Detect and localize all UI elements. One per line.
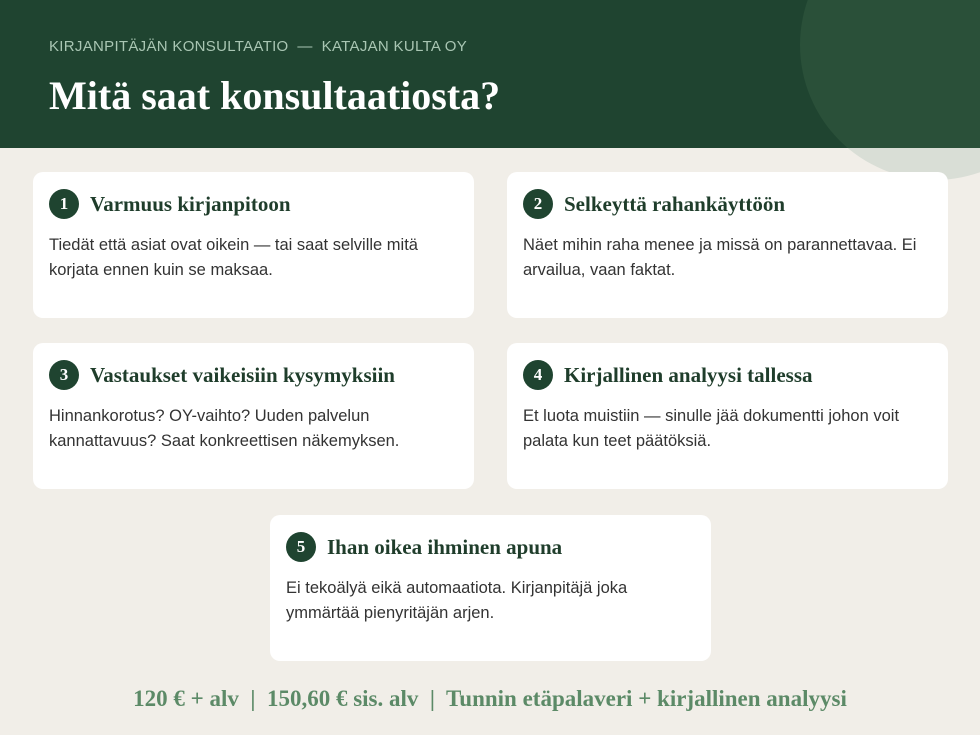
number-badge: 3	[49, 360, 79, 390]
price-footer: 120 € + alv | 150,60 € sis. alv | Tunnin etäpalaveri + kirjallinen analyysi	[133, 686, 847, 711]
decorative-circle-dark	[800, 0, 980, 148]
card-header	[286, 532, 695, 562]
card-header	[523, 189, 932, 219]
eyebrow-text: KIRJANPITÄJÄN KONSULTAATIO — KATAJAN KULTA OY	[49, 38, 468, 55]
page-header	[0, 0, 980, 148]
number-badge: 2	[523, 189, 553, 219]
card-title: Vastaukset vaikeisiin kysymyksiin	[90, 362, 395, 387]
card-header	[49, 360, 458, 390]
card-header	[49, 189, 458, 219]
benefit-card-5	[270, 515, 711, 661]
card-title: Ihan oikea ihminen apuna	[327, 534, 563, 559]
number-badge: 1	[49, 189, 79, 219]
number-badge: 5	[286, 532, 316, 562]
card-description: Et luota muistiin — sinulle jää dokumentti johon voit palata kun teet päätöksiä.	[523, 407, 900, 450]
card-title: Selkeyttä rahankäyttöön	[564, 191, 786, 216]
number-badge: 4	[523, 360, 553, 390]
benefit-card-1	[33, 172, 474, 318]
page-title: Mitä saat konsultaatiosta?	[49, 73, 501, 118]
card-title: Kirjallinen analyysi tallessa	[564, 362, 813, 387]
benefit-card-4	[507, 343, 948, 489]
benefit-card-3	[33, 343, 474, 489]
card-description: Ei tekoälyä eikä automaatiota. Kirjanpitäjä joka ymmärtää pienyritäjän arjen.	[286, 579, 628, 622]
card-header	[523, 360, 932, 390]
card-description: Hinnankorotus? OY-vaihto? Uuden palvelun kannattavuus? Saat konkreettisen näkemyksen.	[49, 407, 400, 450]
card-description: Näet mihin raha menee ja missä on parannettavaa. Ei arvailua, vaan faktat.	[523, 236, 917, 279]
card-description: Tiedät että asiat ovat oikein — tai saat selville mitä korjata ennen kuin se maksaa.	[49, 236, 418, 279]
card-title: Varmuus kirjanpitoon	[90, 191, 291, 216]
benefit-card-2	[507, 172, 948, 318]
